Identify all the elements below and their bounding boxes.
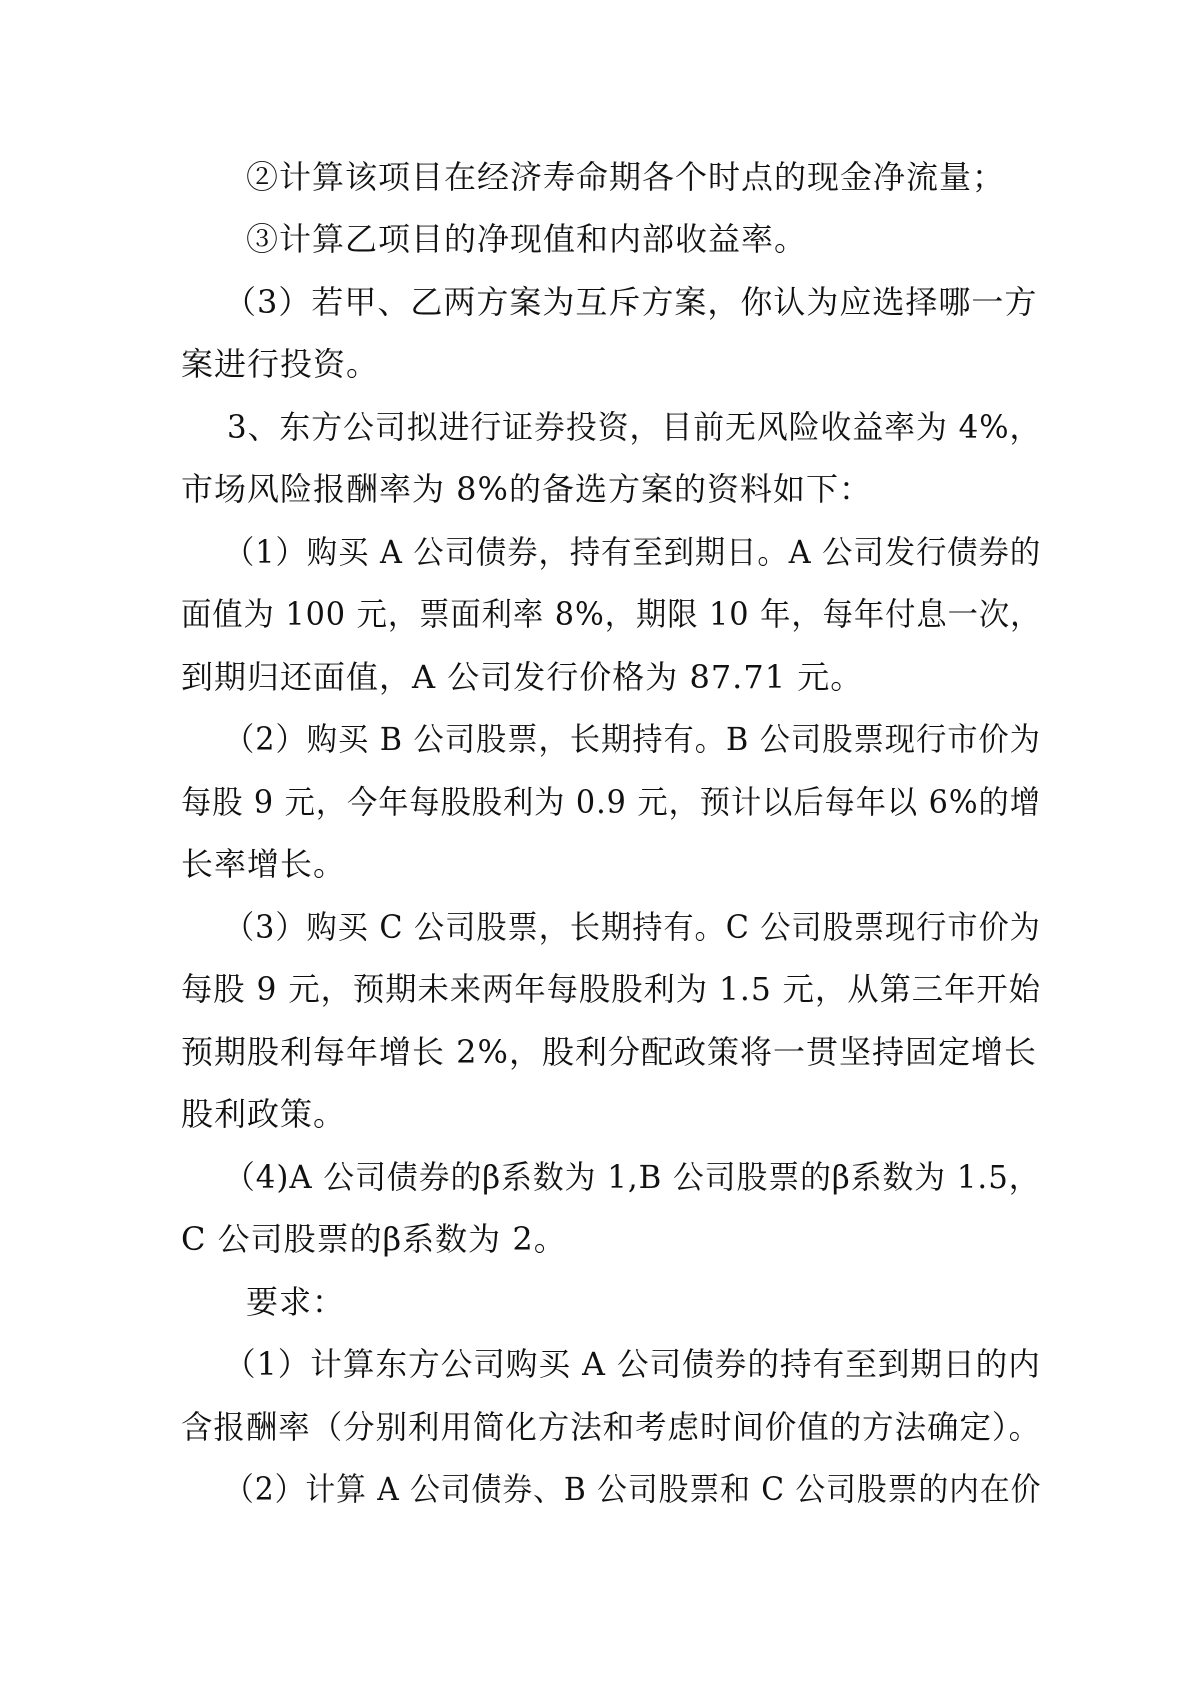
text-line: 每股 9 元，今年每股股利为 0.9 元，预计以后每年以 6%的增 (181, 783, 1041, 821)
text-line: 要求： (246, 1283, 346, 1321)
text-line: 3、东方公司拟进行证券投资，目前无风险收益率为 4%， (227, 408, 1042, 446)
text-line: 含报酬率（分别利用简化方法和考虑时间价值的方法确定）。 (181, 1408, 1042, 1446)
text-line: ③计算乙项目的净现值和内部收益率。 (246, 220, 808, 258)
text-line: 每股 9 元，预期未来两年每股股利为 1.5 元，从第三年开始 (181, 970, 1041, 1008)
text-line: 预期股利每年增长 2%，股利分配政策将一贯坚持固定增长 (181, 1033, 1037, 1071)
text-line: 面值为 100 元，票面利率 8%，期限 10 年，每年付息一次， (181, 595, 1042, 633)
text-line: 长率增长。 (181, 845, 347, 883)
text-line: ②计算该项目在经济寿命期各个时点的现金净流量； (246, 158, 1006, 196)
text-line: 到期归还面值，A 公司发行价格为 87.71 元。 (181, 658, 864, 696)
text-line: （4)A 公司债券的β系数为 1,B 公司股票的β系数为 1.5， (224, 1158, 1041, 1196)
text-line: （3）若甲、乙两方案为互斥方案，你认为应选择哪一方 (224, 283, 1038, 321)
text-line: （3）购买 C 公司股票，长期持有。C 公司股票现行市价为 (224, 908, 1041, 946)
text-line: （2）购买 B 公司股票，长期持有。B 公司股票现行市价为 (224, 720, 1041, 758)
text-line: （2）计算 A 公司债券、B 公司股票和 C 公司股票的内在价 (224, 1470, 1042, 1508)
text-line: （1）购买 A 公司债券，持有至到期日。A 公司发行债券的 (224, 533, 1042, 571)
text-line: （1）计算东方公司购买 A 公司债券的持有至到期日的内 (224, 1345, 1041, 1383)
text-line: 案进行投资。 (181, 345, 380, 383)
text-line: C 公司股票的β系数为 2。 (181, 1220, 567, 1258)
text-line: 股利政策。 (181, 1095, 347, 1133)
text-line: 市场风险报酬率为 8%的备选方案的资料如下： (181, 470, 872, 508)
